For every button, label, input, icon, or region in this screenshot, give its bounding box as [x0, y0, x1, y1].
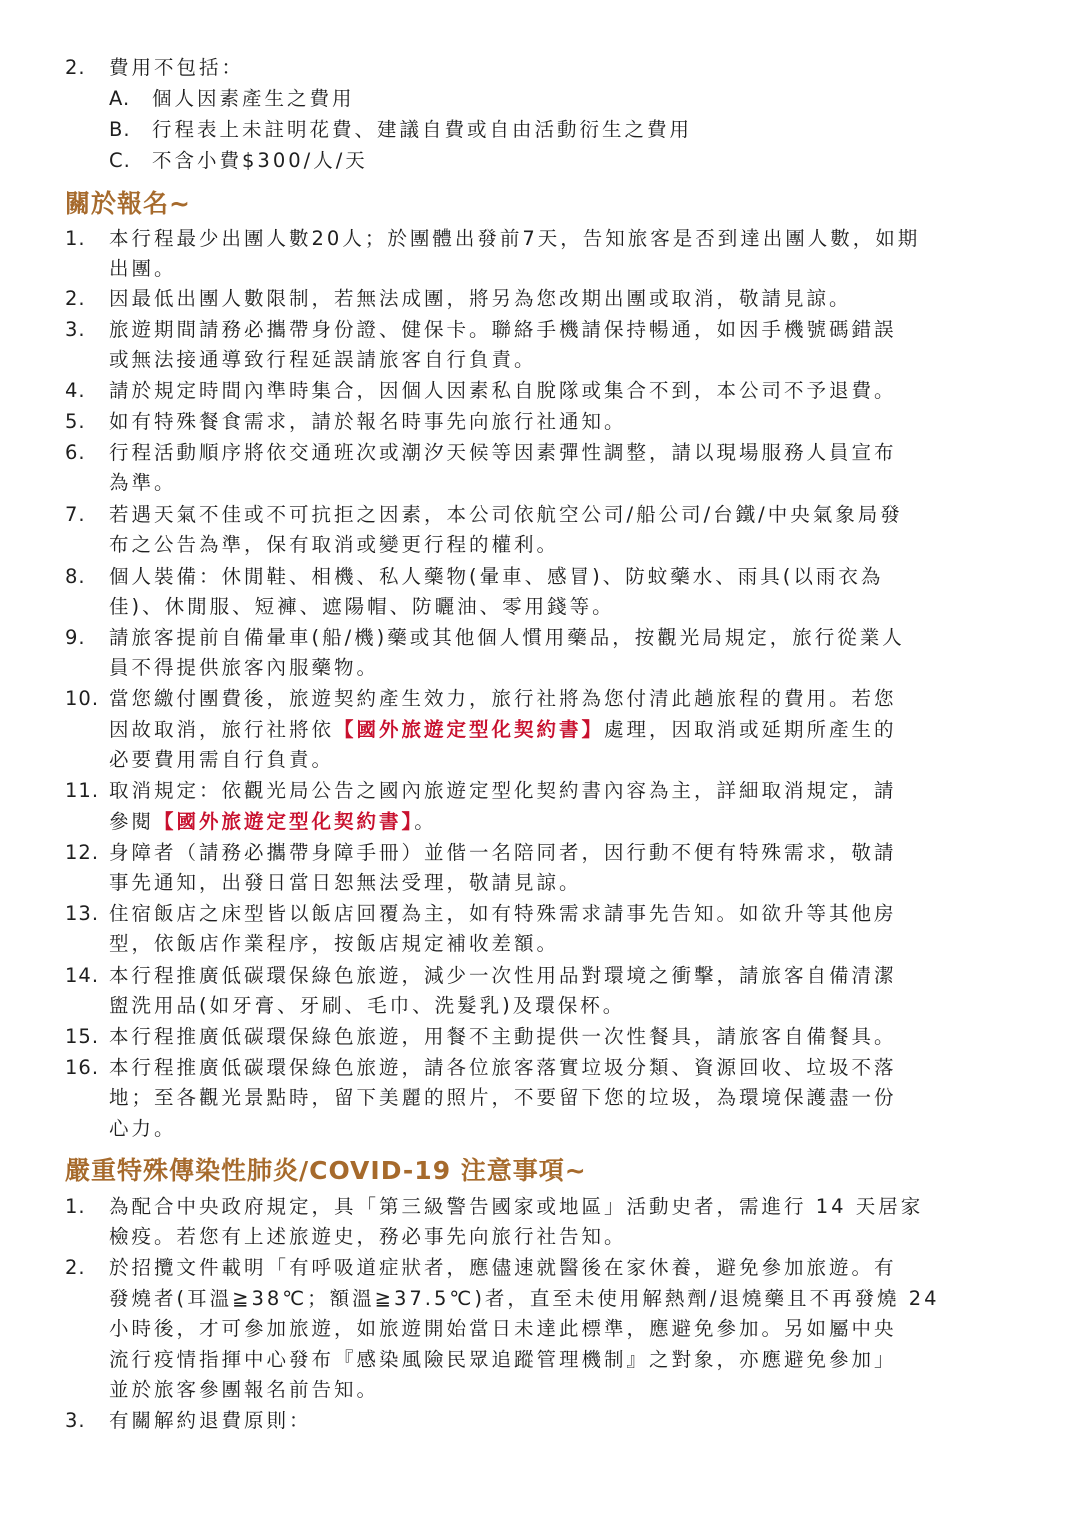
- list-text: 行程活動順序將依交通班次或潮汐天候等因素彈性調整，請以現場服務人員宣布: [109, 441, 897, 464]
- list-text: 發燒者(耳溫≧38℃；額溫≧37.5℃)者，直至未使用解熱劑/退燒藥且不再發燒 24: [109, 1287, 940, 1310]
- list-number: 9.: [65, 626, 86, 649]
- list-text: 取消規定：依觀光局公告之國內旅遊定型化契約書內容為主，詳細取消規定，請: [109, 779, 897, 802]
- sub-label: A.: [109, 87, 131, 110]
- list-text: 型，依飯店作業程序，按飯店規定補收差額。: [109, 932, 560, 955]
- list-text: 如有特殊餐食需求，請於報名時事先向旅行社通知。: [109, 410, 627, 433]
- list-text: 本行程推廣低碳環保綠色旅遊，減少一次性用品對環境之衝擊，請旅客自備清潔: [109, 964, 897, 987]
- list-number: 4.: [65, 379, 86, 402]
- list-text: 個人裝備：休閒鞋、相機、私人藥物(暈車、感冒)、防蚊藥水、雨具(以雨衣為: [109, 565, 884, 588]
- sub-text: 行程表上未註明花費、建議自費或自由活動衍生之費用: [152, 118, 693, 141]
- list-text: 小時後，才可參加旅遊，如旅遊開始當日未達此標準，應避免參加。另如屬中央: [109, 1317, 897, 1340]
- list-text: 流行疫情指揮中心發布『感染風險民眾追蹤管理機制』之對象，亦應避免參加」: [109, 1348, 897, 1371]
- list-text: 或無法接通導致行程延誤請旅客自行負責。: [109, 348, 537, 371]
- list-number: 16.: [65, 1056, 100, 1079]
- list-number: 15.: [65, 1025, 100, 1048]
- list-text: 本行程推廣低碳環保綠色旅遊，用餐不主動提供一次性餐具，請旅客自備餐具。: [109, 1025, 897, 1048]
- list-text: 地；至各觀光景點時，留下美麗的照片，不要留下您的垃圾，為環境保護盡一份: [109, 1086, 897, 1109]
- list-text: 出團。: [109, 257, 177, 280]
- list-text: 住宿飯店之床型皆以飯店回覆為主，如有特殊需求請事先告知。如欲升等其他房: [109, 902, 897, 925]
- list-text: 身障者（請務必攜帶身障手冊）並偕一名陪同者，因行動不便有特殊需求，敬請: [109, 841, 897, 864]
- list-text: 必要費用需自行負責。: [109, 748, 335, 771]
- list-text: 佳)、休閒服、短褲、遮陽帽、防曬油、零用錢等。: [109, 595, 615, 618]
- list-text: 盥洗用品(如牙膏、牙刷、毛巾、洗髮乳)及環保杯。: [109, 994, 626, 1017]
- list-text: 因最低出團人數限制，若無法成團，將另為您改期出團或取消，敬請見諒。: [109, 287, 852, 310]
- list-text: 費用不包括：: [109, 56, 245, 79]
- list-number: 10.: [65, 687, 100, 710]
- text-segment: 因故取消，旅行社將依: [109, 718, 335, 741]
- list-number: 1.: [65, 227, 86, 250]
- list-number: 13.: [65, 902, 100, 925]
- sub-text: 個人因素產生之費用: [152, 87, 355, 110]
- list-text: 請於規定時間內準時集合，因個人因素私自脫隊或集合不到，本公司不予退費。: [109, 379, 897, 402]
- list-text: 心力。: [109, 1117, 177, 1140]
- list-text: 當您繳付團費後，旅遊契約產生效力，旅行社將為您付清此趟旅程的費用。若您: [109, 687, 897, 710]
- section-heading-signup: 關於報名~: [65, 189, 191, 218]
- list-number: 1.: [65, 1195, 86, 1218]
- text-segment: 處理，因取消或延期所產生的: [604, 718, 897, 741]
- list-number: 14.: [65, 964, 100, 987]
- list-number: 11.: [65, 779, 100, 802]
- list-text: [109, 715, 897, 745]
- list-text: 員不得提供旅客內服藥物。: [109, 656, 380, 679]
- list-text: 布之公告為準，保有取消或變更行程的權利。: [109, 533, 560, 556]
- list-text: 檢疫。若您有上述旅遊史，務必事先向旅行社告知。: [109, 1225, 627, 1248]
- list-number: 5.: [65, 410, 86, 433]
- sub-text: 不含小費$300/人/天: [152, 149, 368, 172]
- list-number: 3.: [65, 318, 86, 341]
- contract-reference: 【國外旅遊定型化契約書】: [154, 810, 415, 833]
- list-text: 旅遊期間請務必攜帶身份證、健保卡。聯絡手機請保持暢通，如因手機號碼錯誤: [109, 318, 897, 341]
- list-text: 本行程推廣低碳環保綠色旅遊，請各位旅客落實垃圾分類、資源回收、垃圾不落: [109, 1056, 897, 1079]
- list-number: 6.: [65, 441, 86, 464]
- list-number: 2.: [65, 1256, 86, 1279]
- list-number: 12.: [65, 841, 100, 864]
- sub-label: B.: [109, 118, 131, 141]
- text-segment: 。: [414, 810, 437, 833]
- list-number: 7.: [65, 503, 86, 526]
- contract-reference: 【國外旅遊定型化契約書】: [334, 718, 605, 741]
- list-text: 有關解約退費原則：: [109, 1409, 312, 1432]
- list-text: 為準。: [109, 471, 177, 494]
- list-text: 事先通知，出發日當日恕無法受理，敬請見諒。: [109, 871, 582, 894]
- list-number: 2.: [65, 56, 86, 79]
- list-text: 本行程最少出團人數20人；於團體出發前7天，告知旅客是否到達出團人數，如期: [109, 227, 921, 250]
- list-text: 於招攬文件載明「有呼吸道症狀者，應儘速就醫後在家休養，避免參加旅遊。有: [109, 1256, 897, 1279]
- list-text: 為配合中央政府規定，具「第三級警告國家或地區」活動史者，需進行 14 天居家: [109, 1195, 924, 1218]
- list-number: 3.: [65, 1409, 86, 1432]
- list-text: 並於旅客參團報名前告知。: [109, 1378, 380, 1401]
- list-text: [109, 807, 437, 837]
- sub-label: C.: [109, 149, 131, 172]
- list-number: 2.: [65, 287, 86, 310]
- list-text: 若遇天氣不佳或不可抗拒之因素，本公司依航空公司/船公司/台鐵/中央氣象局發: [109, 503, 903, 526]
- text-segment: 參閱: [109, 810, 155, 833]
- list-text: 請旅客提前自備暈車(船/機)藥或其他個人慣用藥品，按觀光局規定，旅行從業人: [109, 626, 905, 649]
- section-heading-covid: 嚴重特殊傳染性肺炎/COVID-19 注意事項~: [65, 1156, 587, 1185]
- list-number: 8.: [65, 565, 86, 588]
